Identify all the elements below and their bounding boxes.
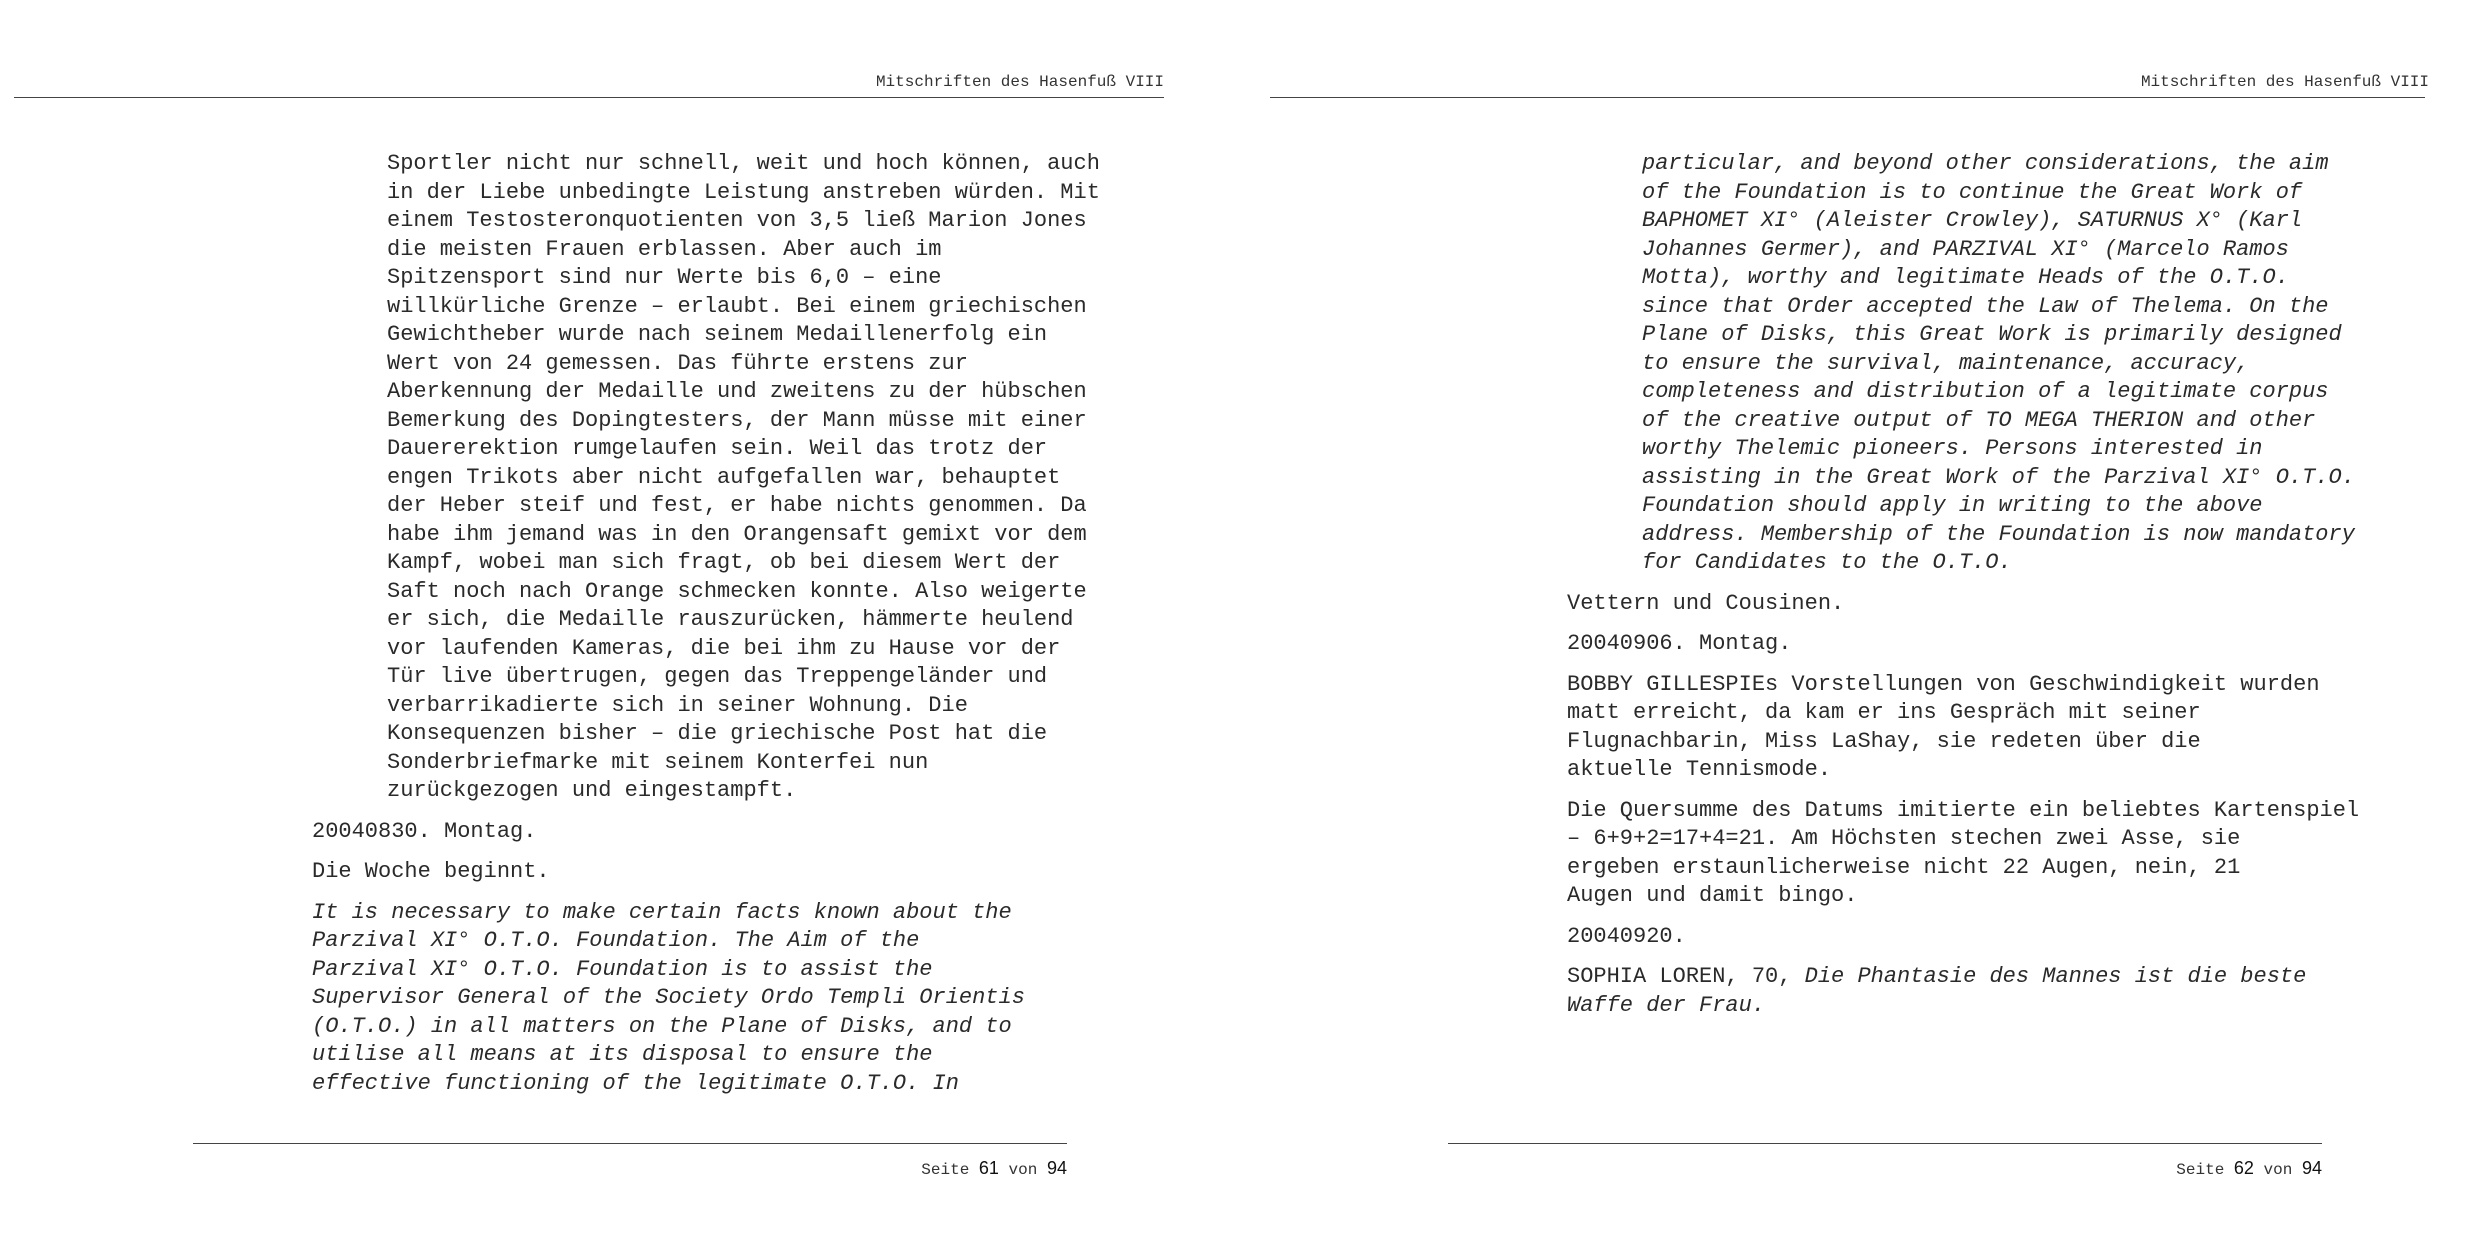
- text-line: 20040906. Montag.: [1567, 631, 1792, 656]
- page-number: 62: [2233, 1158, 2254, 1178]
- header-rule: [1270, 97, 2425, 98]
- header-rule: [14, 97, 1164, 98]
- text-line: BAPHOMET XI° (Aleister Crowley), SATURNUS X° (Karl: [1642, 208, 2303, 233]
- paragraph: [312, 818, 1132, 847]
- paragraph: [1567, 590, 2387, 619]
- text-line: in der Liebe unbedingte Leistung anstreben würden. Mit: [387, 179, 1100, 205]
- text-line: for Candidates to the O.T.O.: [1642, 550, 2012, 575]
- text-line: vor laufenden Kameras, die bei ihm zu Hause vor der: [387, 635, 1061, 661]
- text-line: 20040830. Montag.: [312, 818, 537, 844]
- text-line: Kampf, wobei man sich fragt, ob bei diesem Wert der: [387, 550, 1061, 575]
- text-line: Saft noch nach Orange schmecken konnte. Also weigerte: [387, 578, 1087, 604]
- text-line: Motta), worthy and legitimate Heads of the O.T.O.: [1642, 265, 2289, 290]
- text-line: effective functioning of the legitimate O.T.O. In: [312, 1070, 959, 1096]
- text-line: Die Quersumme des Datums imitierte ein beliebtes Kartenspiel: [1567, 797, 2360, 823]
- text-line: of the creative output of TO MEGA THERION and other: [1642, 407, 2316, 433]
- paragraph: [312, 150, 1132, 806]
- text-line: Parzival XI° O.T.O. Foundation. The Aim of the: [312, 928, 920, 953]
- text-line: utilise all means at its disposal to ensure the: [312, 1042, 933, 1067]
- paragraph: [1567, 630, 2387, 659]
- text-line: completeness and distribution of a legitimate corpus: [1642, 379, 2329, 404]
- paragraph: [312, 858, 1132, 887]
- text-line: Sportler nicht nur schnell, weit und hoch können, auch: [387, 151, 1100, 176]
- text-line: to ensure the survival, maintenance, accuracy,: [1642, 350, 2250, 376]
- text-line: worthy Thelemic pioneers. Persons interested in: [1642, 436, 2263, 461]
- text-line: zurückgezogen und eingestampft.: [387, 778, 797, 803]
- text-line: Augen und damit bingo.: [1567, 883, 1858, 908]
- text-line: Vettern und Cousinen.: [1567, 590, 1845, 616]
- text-line: Supervisor General of the Society Ordo Templi Orientis: [312, 985, 1025, 1010]
- text-line: verbarrikadierte sich in seiner Wohnung. Die: [387, 692, 968, 718]
- text-line: Foundation should apply in writing to the above: [1642, 493, 2263, 518]
- paragraph: [1567, 671, 2387, 785]
- text-line: Sonderbriefmarke mit seinem Konterfei nun: [387, 749, 929, 775]
- quote-attribution: SOPHIA LOREN, 70,: [1567, 964, 1805, 989]
- text-line: engen Trikots aber nicht aufgefallen war, behauptet: [387, 464, 1061, 490]
- page-total: 94: [1046, 1158, 1067, 1178]
- footer-prefix: Seite: [2176, 1161, 2225, 1179]
- text-line: der Heber steif und fest, er habe nichts genommen. Da: [387, 493, 1087, 518]
- text-line: aktuelle Tennismode.: [1567, 757, 1832, 782]
- paragraph: [1567, 150, 2387, 578]
- text-line: BOBBY GILLESPIEs Vorstellungen von Geschwindigkeit wurden: [1567, 671, 2320, 697]
- paragraph: [1567, 797, 2387, 911]
- text-line: Johannes Germer), and PARZIVAL XI° (Marcelo Ramos: [1642, 236, 2289, 262]
- text-line: Aberkennung der Medaille und zweitens zu der hübschen: [387, 379, 1087, 404]
- text-line: 20040920.: [1567, 923, 1686, 949]
- running-header: Mitschriften des Hasenfuß VIII: [875, 73, 1164, 91]
- text-line: Waffe der Frau.: [1567, 992, 1766, 1018]
- page-body: [1567, 150, 2387, 1032]
- text-line: – 6+9+2=17+4=21. Am Höchsten stechen zwei Asse, sie: [1567, 826, 2241, 851]
- text-line: habe ihm jemand was in den Orangensaft gemixt vor dem: [387, 521, 1087, 547]
- quote-text: Die Phantasie des Mannes ist die beste: [1804, 964, 2307, 989]
- page-number: 61: [978, 1158, 999, 1178]
- text-line: willkürliche Grenze – erlaubt. Bei einem griechischen: [387, 293, 1087, 319]
- text-line: matt erreicht, da kam er ins Gespräch mit seiner: [1567, 700, 2201, 725]
- paragraph: [1567, 963, 2387, 1020]
- page-body: [312, 150, 1132, 1110]
- text-line: It is necessary to make certain facts known about the: [312, 899, 1012, 925]
- text-line: Bemerkung des Dopingtesters, der Mann müsse mit einer: [387, 407, 1087, 433]
- page-total: 94: [2301, 1158, 2322, 1178]
- running-header: Mitschriften des Hasenfuß VIII: [2140, 73, 2429, 91]
- page-footer: [921, 1158, 1067, 1179]
- text-line: address. Membership of the Foundation is now mandatory: [1642, 521, 2355, 547]
- footer-sep: von: [1008, 1161, 1038, 1179]
- paragraph: [312, 899, 1132, 1099]
- footer-rule: [1448, 1143, 2322, 1144]
- text-line: Flugnachbarin, Miss LaShay, sie redeten über die: [1567, 728, 2201, 754]
- text-line: Die Woche beginnt.: [312, 859, 550, 884]
- text-line: Plane of Disks, this Great Work is primarily designed: [1642, 322, 2342, 347]
- text-line: Parzival XI° O.T.O. Foundation is to assist the: [312, 956, 933, 982]
- page-footer: [2176, 1158, 2322, 1179]
- text-line: (O.T.O.) in all matters on the Plane of Disks, and to: [312, 1013, 1012, 1039]
- text-line: of the Foundation is to continue the Great Work of: [1642, 179, 2303, 205]
- text-line: Konsequenzen bisher – die griechische Post hat die: [387, 721, 1048, 746]
- text-line: assisting in the Great Work of the Parzival XI° O.T.O.: [1642, 464, 2355, 490]
- text-line: Dauererektion rumgelaufen sein. Weil das trotz der: [387, 436, 1048, 461]
- text-line: einem Testosteronquotienten von 3,5 ließ Marion Jones: [387, 208, 1087, 233]
- text-line: ergeben erstaunlicherweise nicht 22 Augen, nein, 21: [1567, 854, 2241, 880]
- text-line: Spitzensport sind nur Werte bis 6,0 – eine: [387, 265, 942, 290]
- text-line: Tür live übertrugen, gegen das Treppengeländer und: [387, 664, 1048, 689]
- text-line: [1567, 963, 2387, 992]
- footer-prefix: Seite: [921, 1161, 970, 1179]
- text-line: die meisten Frauen erblassen. Aber auch im: [387, 236, 942, 262]
- paragraph: [1567, 923, 2387, 952]
- text-line: particular, and beyond other considerations, the aim: [1642, 151, 2329, 176]
- text-line: since that Order accepted the Law of Thelema. On the: [1642, 293, 2329, 319]
- text-line: Wert von 24 gemessen. Das führte erstens zur: [387, 350, 968, 376]
- text-line: er sich, die Medaille rauszurücken, hämmerte heulend: [387, 607, 1074, 632]
- page-right: [1255, 0, 2480, 1240]
- footer-rule: [193, 1143, 1067, 1144]
- footer-sep: von: [2263, 1161, 2293, 1179]
- text-line: Gewichtheber wurde nach seinem Medaillenerfolg ein: [387, 322, 1048, 347]
